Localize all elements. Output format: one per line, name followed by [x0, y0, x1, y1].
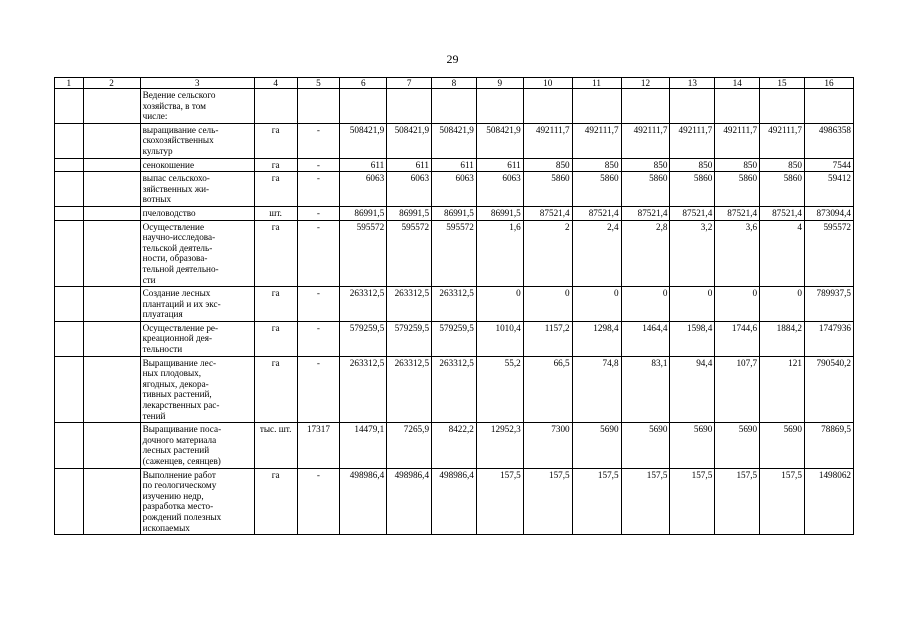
cell-value-col-8: 263312,5 [432, 356, 477, 423]
cell-unit: га [254, 468, 297, 535]
activity-name-text: Ведение сельского хозяйства, в том числе: [142, 90, 216, 122]
cell-col-1 [55, 356, 84, 423]
column-header-5: 5 [297, 78, 340, 89]
cell-activity-name [140, 468, 254, 535]
cell-value-col-9: 55,2 [476, 356, 523, 423]
cell-value-col-16: 4986358 [804, 123, 853, 158]
cell-value-col-15: 0 [760, 287, 805, 322]
cell-value-col-13: 1598,4 [670, 321, 715, 356]
cell-value-col-12: 5860 [621, 172, 670, 207]
cell-value-col-13: 157,5 [670, 468, 715, 535]
table-row [55, 220, 854, 287]
cell-col-1 [55, 123, 84, 158]
cell-value-col-7: 86991,5 [387, 206, 432, 220]
cell-value-col-6: 14479,1 [340, 423, 387, 468]
table-row [55, 89, 854, 124]
cell-col-1 [55, 423, 84, 468]
cell-col-2 [83, 321, 140, 356]
cell-value-col-10: 157,5 [523, 468, 572, 535]
cell-value-col-6: 86991,5 [340, 206, 387, 220]
cell-col-5: 17317 [297, 423, 340, 468]
cell-col-1 [55, 287, 84, 322]
cell-col-2 [83, 158, 140, 172]
cell-value-col-14: 5860 [715, 172, 760, 207]
cell-activity-name [140, 423, 254, 468]
cell-value-col-6: 6063 [340, 172, 387, 207]
page-number: 29 [446, 52, 459, 66]
cell-value-col-11: 5690 [572, 423, 621, 468]
cell-col-1 [55, 220, 84, 287]
cell-value-col-12: 87521,4 [621, 206, 670, 220]
cell-value-col-10: 2 [523, 220, 572, 287]
cell-value-col-14: 5690 [715, 423, 760, 468]
cell-value-col-14: 850 [715, 158, 760, 172]
cell-value-col-9: 6063 [476, 172, 523, 207]
cell-value-col-16: 7544 [804, 158, 853, 172]
cell-value-col-8: 508421,9 [432, 123, 477, 158]
cell-value-col-7: 611 [387, 158, 432, 172]
cell-value-col-8: 595572 [432, 220, 477, 287]
cell-unit: га [254, 321, 297, 356]
cell-value-col-14: 87521,4 [715, 206, 760, 220]
activity-name-text: Выполнение работ по геологическому изучению недр, разработка место- рождений полезных ископаемых [142, 469, 222, 533]
cell-value-col-14: 157,5 [715, 468, 760, 535]
cell-value-col-15: 157,5 [760, 468, 805, 535]
table-row [55, 321, 854, 356]
cell-value-col-10: 87521,4 [523, 206, 572, 220]
cell-value-col-11: 0 [572, 287, 621, 322]
cell-value-col-13: 492111,7 [670, 123, 715, 158]
cell-col-5: - [297, 321, 340, 356]
cell-value-col-6: 498986,4 [340, 468, 387, 535]
cell-activity-name [140, 356, 254, 423]
cell-col-1 [55, 468, 84, 535]
cell-value-col-12: 5690 [621, 423, 670, 468]
cell-col-2 [83, 468, 140, 535]
cell-value-col-16: 1747936 [804, 321, 853, 356]
column-header-3: 3 [140, 78, 254, 89]
cell-value-col-9: 157,5 [476, 468, 523, 535]
cell-value-col-11: 157,5 [572, 468, 621, 535]
cell-activity-name [140, 206, 254, 220]
cell-col-2 [83, 287, 140, 322]
cell-col-2 [83, 206, 140, 220]
cell-value-col-15: 87521,4 [760, 206, 805, 220]
cell-value-col-8: 8422,2 [432, 423, 477, 468]
cell-value-col-10: 5860 [523, 172, 572, 207]
cell-value-col-11 [572, 89, 621, 124]
column-header-8: 8 [432, 78, 477, 89]
cell-value-col-8 [432, 89, 477, 124]
cell-col-5: - [297, 356, 340, 423]
cell-value-col-13: 94,4 [670, 356, 715, 423]
cell-col-1 [55, 158, 84, 172]
cell-unit: га [254, 287, 297, 322]
cell-value-col-7 [387, 89, 432, 124]
column-header-11: 11 [572, 78, 621, 89]
cell-value-col-16: 790540,2 [804, 356, 853, 423]
column-header-7: 7 [387, 78, 432, 89]
cell-activity-name [140, 172, 254, 207]
activity-name-text: пчеловодство [142, 207, 196, 218]
cell-value-col-16: 1498062 [804, 468, 853, 535]
column-header-15: 15 [760, 78, 805, 89]
cell-value-col-15: 850 [760, 158, 805, 172]
column-header-9: 9 [476, 78, 523, 89]
cell-unit: шт. [254, 206, 297, 220]
cell-col-1 [55, 321, 84, 356]
table-row [55, 158, 854, 172]
cell-col-5: - [297, 220, 340, 287]
cell-value-col-13: 5860 [670, 172, 715, 207]
cell-value-col-16: 78869,5 [804, 423, 853, 468]
cell-col-2 [83, 220, 140, 287]
table-row [55, 206, 854, 220]
cell-value-col-9: 86991,5 [476, 206, 523, 220]
cell-value-col-16: 59412 [804, 172, 853, 207]
cell-unit: га [254, 220, 297, 287]
cell-value-col-16: 789937,5 [804, 287, 853, 322]
cell-value-col-9: 508421,9 [476, 123, 523, 158]
cell-value-col-11: 87521,4 [572, 206, 621, 220]
cell-value-col-15: 5860 [760, 172, 805, 207]
cell-value-col-12: 157,5 [621, 468, 670, 535]
cell-value-col-8: 263312,5 [432, 287, 477, 322]
cell-value-col-14: 3,6 [715, 220, 760, 287]
cell-col-2 [83, 123, 140, 158]
cell-value-col-16 [804, 89, 853, 124]
cell-unit: га [254, 123, 297, 158]
cell-col-1 [55, 89, 84, 124]
column-header-1: 1 [55, 78, 84, 89]
cell-value-col-6: 263312,5 [340, 356, 387, 423]
cell-value-col-15: 492111,7 [760, 123, 805, 158]
cell-value-col-12: 850 [621, 158, 670, 172]
cell-value-col-11: 5860 [572, 172, 621, 207]
cell-value-col-7: 7265,9 [387, 423, 432, 468]
cell-value-col-11: 2,4 [572, 220, 621, 287]
cell-value-col-9: 12952,3 [476, 423, 523, 468]
cell-value-col-10: 850 [523, 158, 572, 172]
activity-name-text: Выращивание поса- дочного материала лесных растений (саженцев, сеянцев) [142, 424, 222, 466]
cell-value-col-10: 66,5 [523, 356, 572, 423]
cell-value-col-6: 263312,5 [340, 287, 387, 322]
cell-value-col-8: 86991,5 [432, 206, 477, 220]
cell-value-col-13: 87521,4 [670, 206, 715, 220]
cell-value-col-16: 595572 [804, 220, 853, 287]
cell-unit: га [254, 158, 297, 172]
cell-value-col-14: 0 [715, 287, 760, 322]
cell-value-col-9 [476, 89, 523, 124]
cell-value-col-7: 595572 [387, 220, 432, 287]
cell-col-5 [297, 89, 340, 124]
cell-col-1 [55, 206, 84, 220]
table-body [55, 89, 854, 535]
table-row [55, 356, 854, 423]
cell-value-col-11: 1298,4 [572, 321, 621, 356]
cell-value-col-13: 5690 [670, 423, 715, 468]
cell-value-col-15: 1884,2 [760, 321, 805, 356]
cell-value-col-15: 4 [760, 220, 805, 287]
table-header [55, 78, 854, 89]
cell-unit: тыс. шт. [254, 423, 297, 468]
cell-col-5: - [297, 287, 340, 322]
cell-unit: га [254, 172, 297, 207]
cell-value-col-11: 74,8 [572, 356, 621, 423]
cell-value-col-9: 0 [476, 287, 523, 322]
activity-name-text: Выращивание лес- ных плодовых, ягодных, декора- тивных растений, лекарственных рас- тений [142, 357, 220, 421]
column-header-10: 10 [523, 78, 572, 89]
cell-value-col-9: 611 [476, 158, 523, 172]
column-header-12: 12 [621, 78, 670, 89]
cell-value-col-7: 579259,5 [387, 321, 432, 356]
table-row [55, 468, 854, 535]
cell-col-2 [83, 423, 140, 468]
activity-name-text: Осуществление ре- креационной дея- тельности [142, 322, 219, 355]
cell-value-col-13 [670, 89, 715, 124]
cell-col-2 [83, 172, 140, 207]
column-header-4: 4 [254, 78, 297, 89]
cell-value-col-12: 2,8 [621, 220, 670, 287]
cell-col-5: - [297, 468, 340, 535]
cell-value-col-13: 0 [670, 287, 715, 322]
column-header-13: 13 [670, 78, 715, 89]
cell-value-col-13: 3,2 [670, 220, 715, 287]
cell-value-col-16: 873094,4 [804, 206, 853, 220]
cell-value-col-14: 1744,6 [715, 321, 760, 356]
cell-value-col-6 [340, 89, 387, 124]
cell-activity-name [140, 123, 254, 158]
table-row [55, 287, 854, 322]
table-row [55, 172, 854, 207]
cell-value-col-15 [760, 89, 805, 124]
cell-value-col-10: 7300 [523, 423, 572, 468]
cell-value-col-9: 1010,4 [476, 321, 523, 356]
cell-value-col-11: 850 [572, 158, 621, 172]
cell-value-col-10 [523, 89, 572, 124]
cell-value-col-14: 107,7 [715, 356, 760, 423]
cell-col-5: - [297, 206, 340, 220]
cell-value-col-7: 508421,9 [387, 123, 432, 158]
activity-name-text: выпас сельскохо- зяйственных жи- вотных [142, 173, 210, 205]
activity-name-text: сенокошение [142, 159, 195, 170]
cell-value-col-8: 611 [432, 158, 477, 172]
cell-value-col-10: 492111,7 [523, 123, 572, 158]
cell-value-col-8: 498986,4 [432, 468, 477, 535]
column-header-6: 6 [340, 78, 387, 89]
cell-activity-name [140, 158, 254, 172]
cell-col-2 [83, 356, 140, 423]
cell-value-col-15: 5690 [760, 423, 805, 468]
cell-value-col-7: 6063 [387, 172, 432, 207]
cell-value-col-12: 1464,4 [621, 321, 670, 356]
cell-value-col-13: 850 [670, 158, 715, 172]
data-table [54, 77, 854, 535]
cell-activity-name [140, 220, 254, 287]
cell-value-col-11: 492111,7 [572, 123, 621, 158]
cell-col-2 [83, 89, 140, 124]
cell-value-col-14: 492111,7 [715, 123, 760, 158]
cell-value-col-9: 1,6 [476, 220, 523, 287]
cell-unit: га [254, 356, 297, 423]
cell-value-col-14 [715, 89, 760, 124]
cell-value-col-6: 508421,9 [340, 123, 387, 158]
cell-value-col-10: 0 [523, 287, 572, 322]
cell-col-5: - [297, 172, 340, 207]
activity-name-text: Осуществление научно-исследова- тельской деятель- ности, образова- тельной деятельно- сти [142, 221, 219, 285]
cell-activity-name [140, 89, 254, 124]
cell-value-col-6: 579259,5 [340, 321, 387, 356]
cell-value-col-7: 263312,5 [387, 287, 432, 322]
cell-value-col-7: 263312,5 [387, 356, 432, 423]
cell-value-col-15: 121 [760, 356, 805, 423]
column-header-2: 2 [83, 78, 140, 89]
cell-value-col-12: 492111,7 [621, 123, 670, 158]
cell-value-col-6: 595572 [340, 220, 387, 287]
cell-value-col-10: 1157,2 [523, 321, 572, 356]
cell-value-col-8: 579259,5 [432, 321, 477, 356]
column-header-14: 14 [715, 78, 760, 89]
cell-value-col-12: 0 [621, 287, 670, 322]
cell-activity-name [140, 321, 254, 356]
cell-activity-name [140, 287, 254, 322]
cell-value-col-6: 611 [340, 158, 387, 172]
cell-col-5: - [297, 158, 340, 172]
column-header-16: 16 [804, 78, 853, 89]
table-row [55, 423, 854, 468]
cell-value-col-8: 6063 [432, 172, 477, 207]
cell-unit [254, 89, 297, 124]
activity-name-text: выращивание сель- скохозяйственных культур [142, 124, 219, 156]
cell-value-col-7: 498986,4 [387, 468, 432, 535]
cell-col-1 [55, 172, 84, 207]
cell-col-5: - [297, 123, 340, 158]
table-row [55, 123, 854, 158]
cell-value-col-12 [621, 89, 670, 124]
activity-name-text: Создание лесных плантаций и их экс- плуатация [142, 288, 221, 320]
cell-value-col-12: 83,1 [621, 356, 670, 423]
